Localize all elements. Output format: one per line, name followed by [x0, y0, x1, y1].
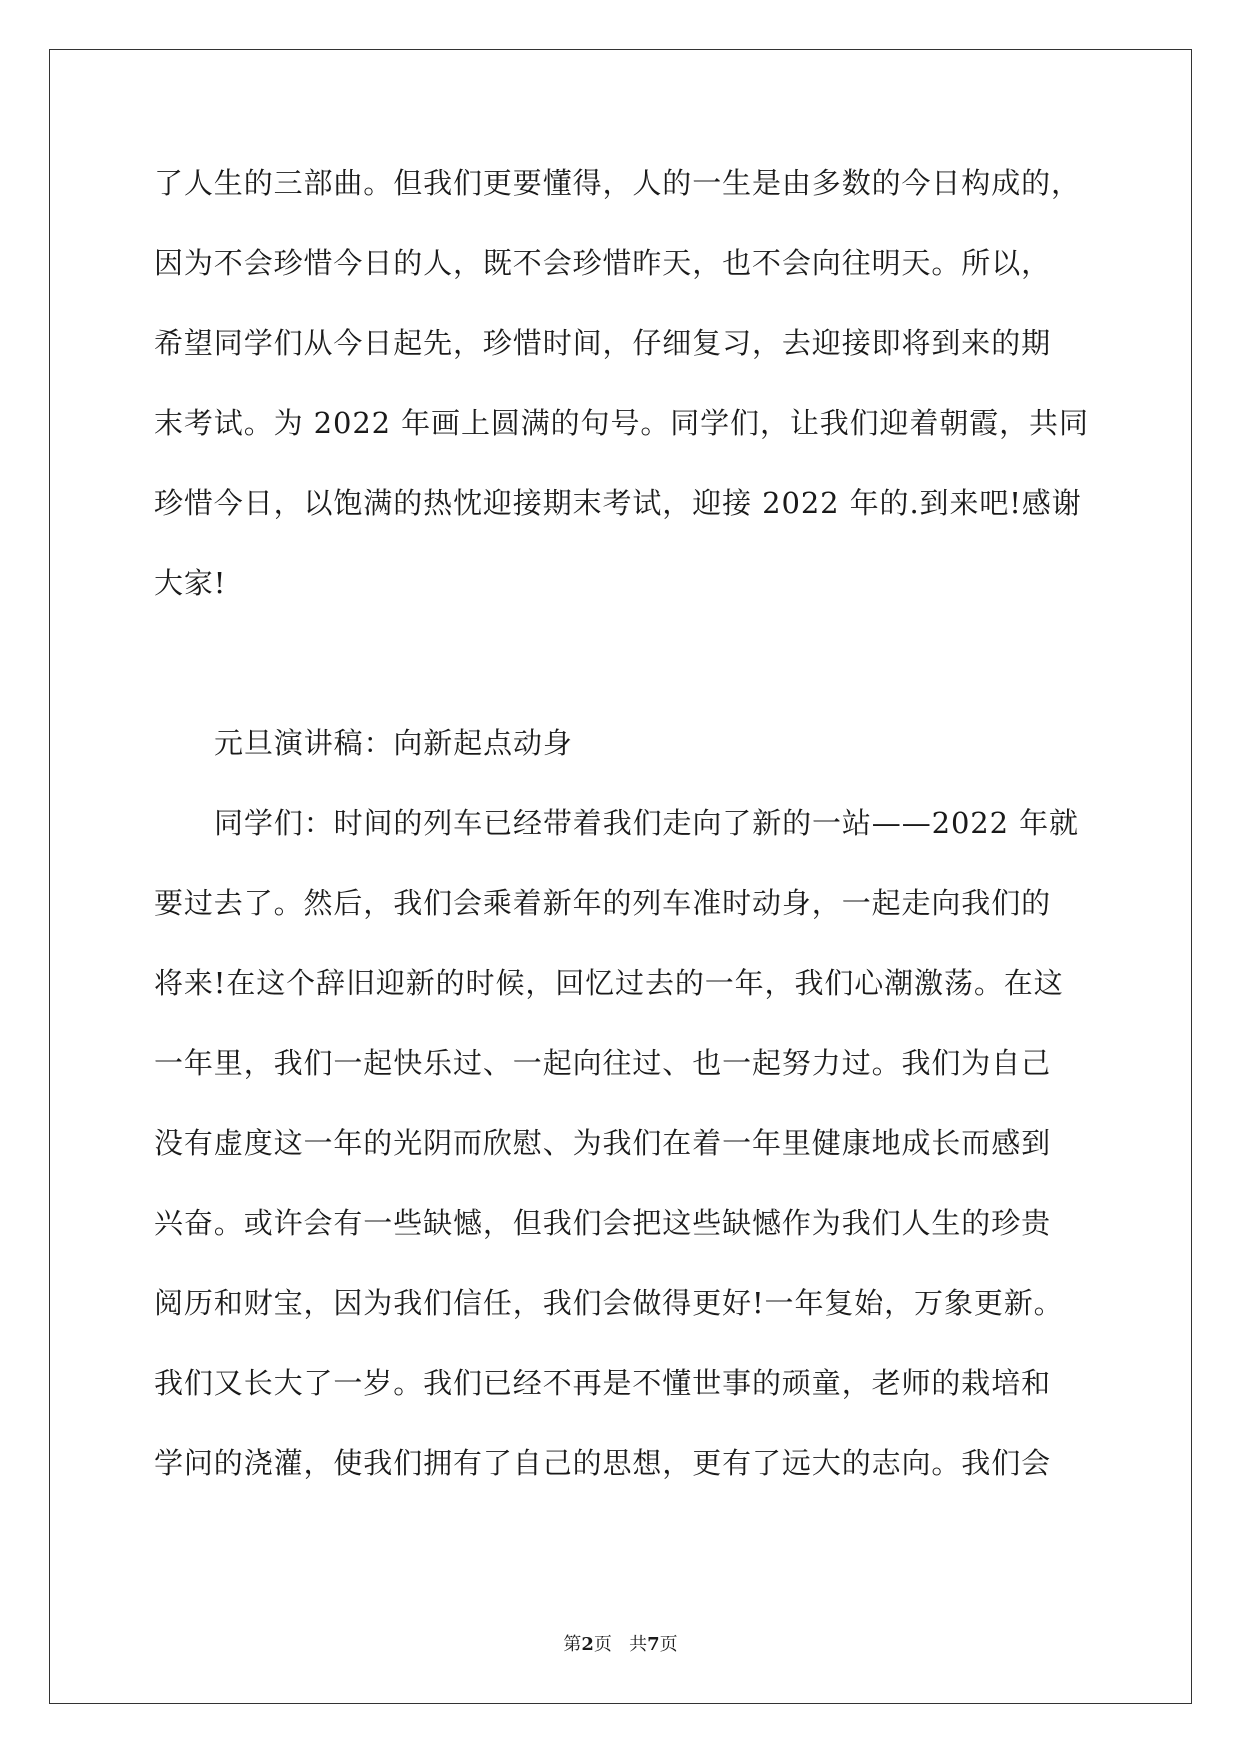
paragraph-1-line-3: 希望同学们从今日起先，珍惜时间，仔细复习，去迎接即将到来的期 [154, 326, 1052, 360]
total-pages: 7 [647, 1634, 660, 1655]
page-footer [0, 1634, 1241, 1656]
paragraph-1-line-6: 大家! [154, 566, 227, 600]
paragraph-2-line-5: 没有虚度这一年的光阴而欣慰、为我们在着一年里健康地成长而感到 [154, 1126, 1052, 1160]
paragraph-2-line-2: 要过去了。然后，我们会乘着新年的列车准时动身，一起走向我们的 [154, 886, 1052, 920]
paragraph-2-line-7: 阅历和财宝，因为我们信任，我们会做得更好!一年复始，万象更新。 [154, 1286, 1064, 1320]
paragraph-1-line-2: 因为不会珍惜今日的人，既不会珍惜昨天，也不会向往明天。所以， [154, 246, 1052, 280]
paragraph-2-line-4: 一年里，我们一起快乐过、一起向往过、也一起努力过。我们为自己 [154, 1046, 1052, 1080]
paragraph-2-line-6: 兴奋。或许会有一些缺憾，但我们会把这些缺憾作为我们人生的珍贵 [154, 1206, 1052, 1240]
page-number: 2 [581, 1634, 594, 1655]
paragraph-1-line-4: 末考试。为 2022 年画上圆满的句号。同学们，让我们迎着朝霞，共同 [154, 406, 1089, 440]
paragraph-2-line-1: 同学们：时间的列车已经带着我们走向了新的一站——2022 年就 [214, 806, 1079, 840]
page-prefix: 第 [563, 1634, 582, 1655]
paragraph-1-line-1: 了人生的三部曲。但我们更要懂得，人的一生是由多数的今日构成的， [154, 166, 1081, 200]
paragraph-2-line-9: 学问的浇灌，使我们拥有了自己的思想，更有了远大的志向。我们会 [154, 1446, 1052, 1480]
paragraph-2-line-8: 我们又长大了一岁。我们已经不再是不懂世事的顽童，老师的栽培和 [154, 1366, 1052, 1400]
page-suffix: 页 [593, 1634, 612, 1655]
paragraph-2-line-3: 将来!在这个辞旧迎新的时候，回忆过去的一年，我们心潮激荡。在这 [154, 966, 1064, 1000]
total-prefix: 共 [629, 1634, 648, 1655]
total-suffix: 页 [659, 1634, 678, 1655]
section-title: 元旦演讲稿：向新起点动身 [214, 726, 573, 760]
paragraph-1-line-5: 珍惜今日，以饱满的热忱迎接期末考试，迎接 2022 年的.到来吧!感谢 [154, 486, 1082, 520]
